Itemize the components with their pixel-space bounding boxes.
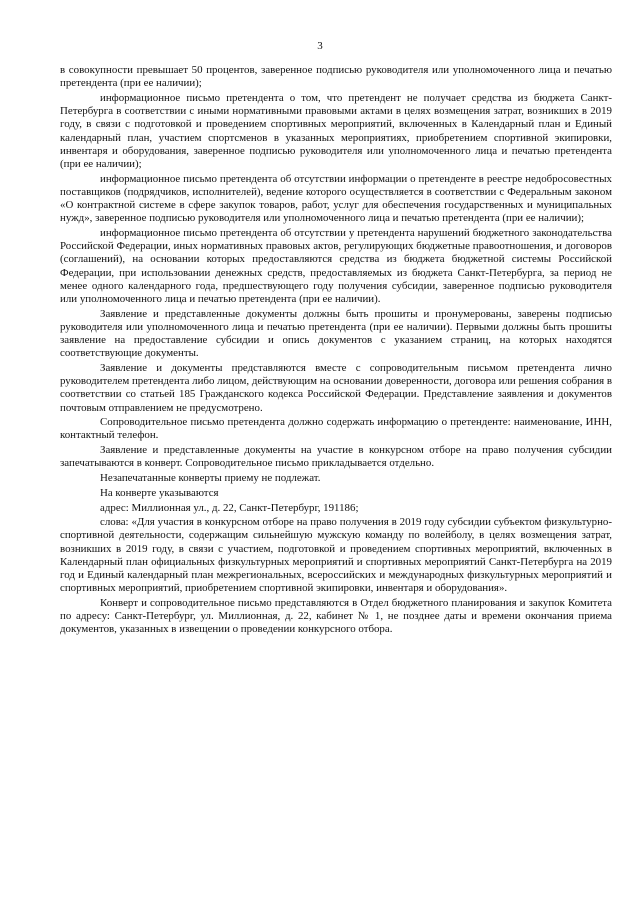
paragraph-unsealed-not-accepted: Незапечатанные конверты приему не подлежат. bbox=[100, 472, 321, 485]
paragraph-cover-letter-contents: Сопроводительное письмо претендента должно содержать информацию о претенденте: наименование, ИНН, контактный телефон. bbox=[60, 416, 612, 442]
paragraph-no-budget-funds-letter: информационное письмо претендента о том, что претендент не получает средства из бюджета Санкт-Петербурга в соответствии с иными нормативными правовыми актами в целях возмещения затрат, возникших в 2019 году, в связи с подготовкой и проведением спортивных мероприятий, включенных в Календарный план и Единый календарный план, участием спортсменов в указанных мероприятиях, приобретением спортивной экипировки, инвентаря и оборудования, заверенное подписью руководителя или уполномоченного лица и печатью претендента (при ее наличии); bbox=[60, 91, 612, 170]
paragraph-budget-violations-letter: информационное письмо претендента об отсутствии у претендента нарушений бюджетного законодательства Российской Федерации, иных нормативных правовых актов, регулирующих бюджетные правоотношения, и договоров (соглашений), на основании которых предоставляются средства из бюджета бюджетной системы Российской Федерации, при использовании денежных средств, предоставляемых из бюджета Санкт-Петербурга, за период не менее одного календарного года, предшествующего году получения субсидии, заверенное подписью руководителя или уполномоченного лица и печатью претендента (при ее наличии). bbox=[60, 226, 612, 305]
paragraph-binding-requirements: Заявление и представленные документы должны быть прошиты и пронумерованы, заверены подписью руководителя или уполномоченного лица и печатью претендента (при ее наличии). Первыми должны быть прошиты заявление на предоставление субсидии и опись документов с указанием страниц, на которых находятся соответствующие документы. bbox=[60, 307, 612, 360]
page-number: 3 bbox=[317, 40, 323, 52]
paragraph-delivery-office: Конверт и сопроводительное письмо представляются в Отдел бюджетного планирования и закупок Комитета по адресу: Санкт-Петербург, ул. Миллионная, д. 22, кабинет № 1, не позднее даты и времени окончания приема документов, указанных в извещении о проведении конкурсного отбора. bbox=[60, 596, 612, 636]
paragraph-envelope-sealing: Заявление и представленные документы на участие в конкурсном отборе на право получения субсидии запечатываются в конверт. Сопроводительное письмо прикладывается отдельно. bbox=[60, 444, 612, 470]
paragraph-unfair-suppliers-letter: информационное письмо претендента об отсутствии информации о претенденте в реестре недобросовестных поставщиков (подрядчиков, исполнителей), ведение которого осуществляется в соответствии с Федеральным законом «О контрактной системе в сфере закупок товаров, работ, услуг для обеспечения государственных и муниципальных нужд», заверенное подписью руководителя или уполномоченного лица и печатью претендента (при ее наличии); bbox=[60, 172, 612, 225]
paragraph-continuation: в совокупности превышает 50 процентов, заверенное подписью руководителя или уполномоченного лица и печатью претендента (при ее наличии); bbox=[60, 64, 612, 90]
paragraph-envelope-address: адрес: Миллионная ул., д. 22, Санкт-Петербург, 191186; bbox=[100, 501, 359, 514]
paragraph-submission-method: Заявление и документы представляются вместе с сопроводительным письмом претендента лично руководителем претендента либо лицом, действующим на основании доверенности, договора или решения собрания в соответствии со статьей 185 Гражданского кодекса Российской Федерации. Представление заявления и документов почтовым отправлением не предусмотрено. bbox=[60, 361, 612, 414]
paragraph-envelope-words: слова: «Для участия в конкурсном отборе на право получения в 2019 году субсидии субъектом физкультурно-спортивной деятельности, содержащим сильнейшую мужскую команду по волейболу, в целях возмещения затрат, возникших в 2019 году, в связи с участием, подготовкой и проведением спортивных мероприятий, включенных в Календарный план официальных физкультурных мероприятий и спортивных мероприятий Санкт-Петербурга на 2019 год и Единый календарный план межрегиональных, всероссийских и международных физкультурных мероприятий и спортивных мероприятий, приобретением спортивной экипировки, инвентаря и оборудования». bbox=[60, 516, 612, 595]
paragraph-envelope-marking: На конверте указываются bbox=[100, 486, 219, 499]
document-body bbox=[60, 64, 612, 638]
